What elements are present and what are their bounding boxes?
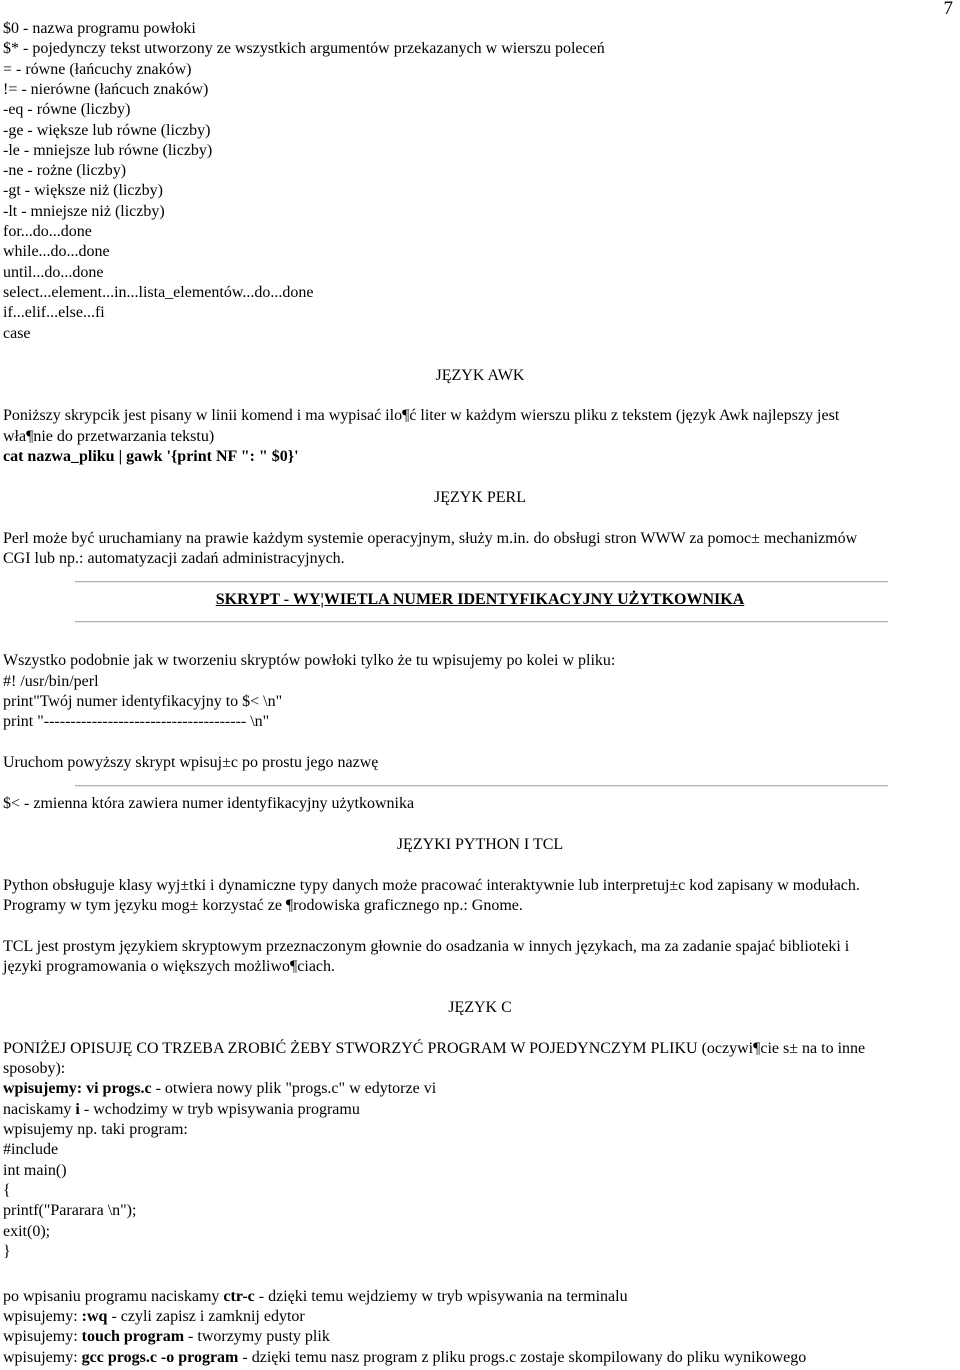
script-code-line: #! /usr/bin/perl	[3, 673, 99, 690]
horizontal-rule	[75, 621, 888, 623]
c-step	[3, 1079, 436, 1099]
c-intro-line: PONIŻEJ OPISUJĘ CO TRZEBA ZROBIĆ ŻEBY STWORZYĆ PROGRAM W POJEDYNCZYM PLIKU (oczywi¶cie s± na to inne	[3, 1040, 866, 1057]
perl-paragraph-line: CGI lub np.: automatyzacji zadań administracyjnych.	[3, 550, 345, 567]
awk-paragraph-line: wła¶nie do przetwarzania tekstu)	[3, 428, 215, 445]
shell-list-item: if...elif...else...fi	[3, 304, 105, 321]
shell-list-item: select...element...in...lista_elementów...do...done	[3, 284, 314, 301]
c-step-text: wpisujemy:	[3, 1328, 82, 1345]
horizontal-rule	[75, 785, 888, 787]
awk-command: cat nazwa_pliku | gawk '{print NF ": " $0}'	[3, 448, 299, 465]
shell-list-item: -le - mniejsze lub równe (liczby)	[3, 142, 213, 159]
shell-list-item: -gt - większe niż (liczby)	[3, 182, 163, 199]
c-intro-line: sposoby):	[3, 1060, 66, 1077]
python-tcl-heading: JĘZYKI PYTHON I TCL	[396, 836, 564, 853]
shell-list-item: for...do...done	[3, 223, 92, 240]
c-after-step	[3, 1348, 806, 1368]
perl-heading: JĘZYK PERL	[434, 489, 526, 506]
c-step	[3, 1100, 360, 1120]
awk-paragraph-line: Poniższy skrypcik jest pisany w linii komend i ma wypisać ilo¶ć liter w każdym wierszu pliku z tekstem (język Awk najlepszy jest	[3, 407, 840, 424]
c-step-text: wpisujemy:	[3, 1308, 82, 1325]
c-step-command: :wq	[81, 1308, 108, 1325]
c-code-line: {	[3, 1182, 11, 1199]
shell-list-item: -eq - równe (liczby)	[3, 101, 131, 118]
c-step-text: - otwiera nowy plik "progs.c" w edytorze vi	[151, 1080, 437, 1097]
c-after-step	[3, 1327, 330, 1347]
shell-list-item: $0 - nazwa programu powłoki	[3, 20, 196, 37]
c-step-text: naciskamy	[3, 1101, 76, 1118]
tcl-paragraph-line: TCL jest prostym językiem skryptowym przeznaczonym głownie do osadzania w innych językach, ma za zadanie spajać biblioteki i	[3, 938, 850, 955]
c-step-text: - wchodzimy w tryb wpisywania programu	[79, 1101, 360, 1118]
horizontal-rule	[75, 581, 888, 583]
python-paragraph-line: Programy w tym języku mog± korzystać ze ¶rodowiska graficznego np.: Gnome.	[3, 897, 523, 914]
page-number: 7	[943, 0, 953, 19]
script-variable-note: $< - zmienna która zawiera numer identyfikacyjny użytkownika	[3, 795, 415, 812]
c-code-line: printf("Pararara \n");	[3, 1202, 137, 1219]
c-heading: JĘZYK C	[448, 999, 512, 1016]
c-step-text: - dzięki temu wejdziemy w tryb wpisywania na terminalu	[254, 1288, 628, 1305]
script-intro: Wszystko podobnie jak w tworzeniu skryptów powłoki tylko że tu wpisujemy po kolei w pliku:	[3, 652, 616, 669]
shell-list-item: != - nierówne (łańcuch znaków)	[3, 81, 209, 98]
shell-list-item: -ne - rożne (liczby)	[3, 162, 127, 179]
c-code-line: exit(0);	[3, 1223, 51, 1240]
shell-list-item: -lt - mniejsze niż (liczby)	[3, 203, 165, 220]
c-step-command: ctr-c	[223, 1288, 255, 1305]
c-after-step	[3, 1307, 305, 1327]
perl-paragraph-line: Perl może być uruchamiany na prawie każdym systemie operacyjnym, służy m.in. do obsługi stron WWW za pomoc± mechanizmów	[3, 530, 858, 547]
c-code-line: int main()	[3, 1162, 67, 1179]
c-step-command: wpisujemy: vi progs.c	[3, 1080, 152, 1097]
c-step-text: - dzięki temu nasz program z pliku progs.c zostaje skompilowany do pliku wynikowego	[238, 1349, 807, 1366]
script-code-line: print"Twój numer identyfikacyjny to $< \n"	[3, 693, 283, 710]
c-step-command: touch program	[81, 1328, 185, 1345]
awk-heading: JĘZYK AWK	[435, 367, 525, 384]
shell-list-item: until...do...done	[3, 264, 104, 281]
c-step-text: po wpisaniu programu naciskamy	[3, 1288, 224, 1305]
c-step-text: - czyli zapisz i zamknij edytor	[107, 1308, 305, 1325]
c-step-command: gcc progs.c -o program	[81, 1349, 239, 1366]
c-code-line: }	[3, 1243, 11, 1260]
document-page	[3, 0, 957, 1370]
tcl-paragraph-line: języki programowania o większych możliwo¶ciach.	[3, 958, 336, 975]
script-heading: SKRYPT - WY¦WIETLA NUMER IDENTYFIKACYJNY UŻYTKOWNIKA	[215, 591, 745, 608]
shell-list-item: = - równe (łańcuchy znaków)	[3, 61, 192, 78]
script-run-note: Uruchom powyższy skrypt wpisuj±c po prostu jego nazwę	[3, 754, 379, 771]
c-step-text: wpisujemy:	[3, 1349, 82, 1366]
c-after-step	[3, 1287, 628, 1307]
script-code-line: print "-------------------------------------- \n"	[3, 713, 270, 730]
c-code-line: #include	[3, 1141, 59, 1158]
c-step: wpisujemy np. taki program:	[3, 1121, 188, 1138]
shell-list-item: while...do...done	[3, 243, 110, 260]
shell-list-item: -ge - większe lub równe (liczby)	[3, 122, 211, 139]
c-step-text: - tworzymy pusty plik	[184, 1328, 330, 1345]
python-paragraph-line: Python obsługuje klasy wyj±tki i dynamiczne typy danych może pracować interaktywnie lub interpretuj±c kod zapisany w modułach.	[3, 877, 860, 894]
c-step-command: i	[75, 1101, 80, 1118]
shell-list-item: case	[3, 325, 31, 342]
shell-list-item: $* - pojedynczy tekst utworzony ze wszystkich argumentów przekazanych w wierszu poleceń	[3, 40, 605, 57]
